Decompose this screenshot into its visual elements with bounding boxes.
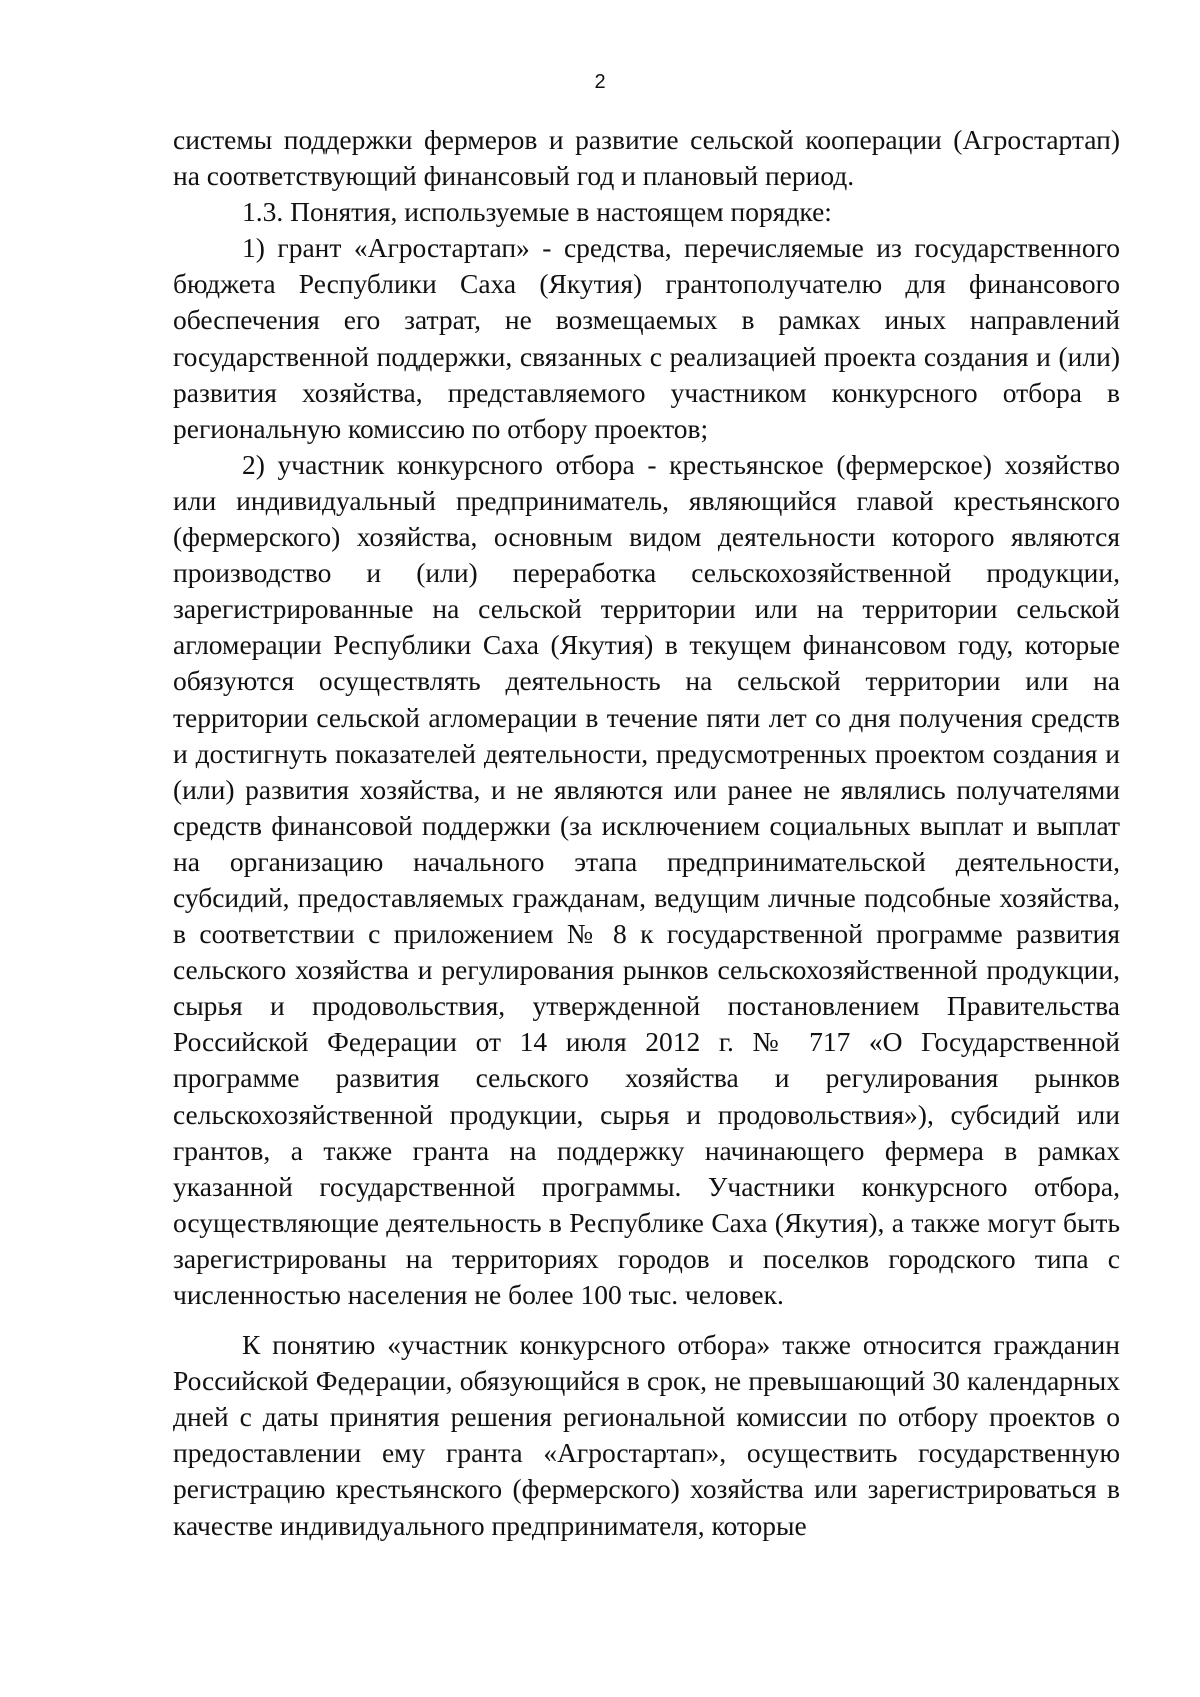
paragraph-grant-definition: 1) грант «Агростартап» - средства, перечисляемые из государственного бюджета Республики Саха (Якутия) грантополучателю для финансового обеспечения его затрат, не возмещаемых в рамках иных направлений государственной поддержки, связанных с реализацией проекта создания и (или) развития хозяйства, представляемого участником конкурсного отбора в региональную комиссию по отбору проектов; bbox=[173, 232, 1120, 444]
paragraph-participant-definition: 2) участник конкурсного отбора - крестьянское (фермерское) хозяйство или индивидуальный предприниматель, являющийся главой крестьянского (фермерского) хозяйства, основным видом деятельности которого являются производство и (или) переработка сельскохозяйственной продукции, зарегистрированные на сельской территории или на территории сельской агломерации Республики Саха (Якутия) в текущем финансовом году, которые обязуются осуществлять деятельность на сельской территории или на территории сельской агломерации в течение пяти лет со дня получения средств и достигнуть показателей деятельности, предусмотренных проектом создания и (или) развития хозяйства, и не являются или ранее не являлись получателями средств финансовой поддержки (за исключением социальных выплат и выплат на организацию начального этапа предпринимательской деятельности, субсидий, предоставляемых гражданам, ведущим личные подсобные хозяйства, в соответствии с приложением № 8 к государственной программе развития сельского хозяйства и регулирования рынков сельскохозяйственной продукции, сырья и продовольствия, утвержденной постановлением Правительства Российской Федерации от 14 июля 2012 г. № 717 «О Государственной программе развития сельского хозяйства и регулирования рынков сельскохозяйственной продукции, сырья и продовольствия»), субсидий или грантов, а также гранта на поддержку начинающего фермера в рамках указанной государственной программы. Участники конкурсного отбора, осуществляющие деятельность в Республике Саха (Якутия), а также могут быть зарегистрированы на территориях городов и поселков городского типа с численностью населения не более 100 тыс. человек. bbox=[173, 448, 1120, 1310]
document-body bbox=[173, 122, 1120, 1544]
paragraph-participant-extension: К понятию «участник конкурсного отбора» также относится гражданин Российской Федерации, обязующийся в срок, не превышающий 30 календарных дней с даты принятия решения региональной комиссии по отбору проектов о предоставлении ему гранта «Агростартап», осуществить государственную регистрацию крестьянского (фермерского) хозяйства или зарегистрироваться в качестве индивидуального предпринимателя, которые bbox=[173, 1329, 1120, 1541]
paragraph-continuation: системы поддержки фермеров и развитие сельской кооперации (Агростартап) на соответствующий финансовый год и плановый период. bbox=[173, 124, 1120, 192]
page-number: 2 bbox=[594, 71, 606, 93]
paragraph-definitions-heading: 1.3. Понятия, используемые в настоящем порядке: bbox=[242, 196, 832, 228]
